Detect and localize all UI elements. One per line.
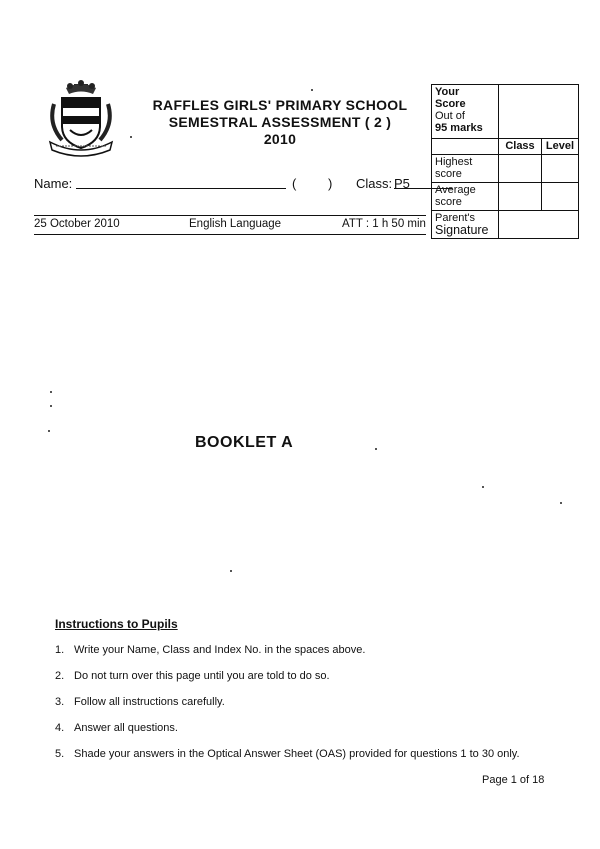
student-fields-row — [34, 176, 424, 194]
instruction-item — [55, 722, 178, 734]
instruction-text: Follow all instructions carefully. — [74, 696, 225, 708]
exam-subject: English Language — [189, 218, 282, 230]
instruction-text: Answer all questions. — [74, 722, 178, 734]
out-of-label: Out of — [435, 110, 465, 122]
instruction-number: 2. — [55, 670, 65, 682]
page-number: Page 1 of 18 — [482, 774, 545, 786]
school-crest-logo — [46, 80, 116, 158]
score-table — [431, 84, 579, 239]
instruction-number: 4. — [55, 722, 65, 734]
instructions-heading: Instructions to Pupils — [55, 617, 178, 631]
instruction-text: Shade your answers in the Optical Answer Sheet (OAS) provided for questions 1 to 30 only. — [74, 748, 520, 760]
highest-class-cell — [499, 155, 542, 183]
instruction-number: 5. — [55, 748, 65, 760]
scan-speck — [482, 486, 484, 488]
instruction-item — [55, 696, 225, 708]
assessment-title: SEMESTRAL ASSESSMENT ( 2 ) — [168, 114, 392, 130]
school-name: RAFFLES GIRLS' PRIMARY SCHOOL — [152, 97, 408, 113]
exam-duration: ATT : 1 h 50 min — [342, 218, 426, 230]
average-class-cell — [499, 183, 542, 211]
highest-score-label: Highest score — [432, 155, 499, 183]
parent-signature-field[interactable] — [499, 211, 579, 239]
total-marks-label: 95 marks — [435, 122, 483, 134]
average-level-cell — [542, 183, 579, 211]
score-label: Score — [435, 98, 466, 110]
instruction-text: Do not turn over this page until you are told to do so. — [74, 670, 330, 682]
parent-signature-label — [432, 211, 499, 239]
average-score-label: Average score — [432, 183, 499, 211]
class-label: Class: — [356, 176, 393, 191]
name-label: Name: — [34, 176, 73, 191]
index-paren-open: ( — [292, 176, 297, 191]
scan-speck — [50, 405, 52, 407]
booklet-title: BOOKLET A — [195, 434, 294, 451]
scan-speck — [50, 391, 52, 393]
class-value: P5 — [394, 176, 410, 191]
instruction-number: 1. — [55, 644, 65, 656]
level-column-header: Level — [542, 139, 579, 155]
index-paren-close: ) — [328, 176, 333, 191]
assessment-year: 2010 — [263, 131, 297, 147]
your-score-cell — [432, 85, 499, 139]
signature-label: Signature — [435, 223, 489, 237]
exam-date: 25 October 2010 — [34, 218, 120, 230]
instruction-item — [55, 670, 330, 682]
instruction-item — [55, 644, 365, 656]
class-column-header: Class — [499, 139, 542, 155]
blank-header-cell — [432, 139, 499, 155]
parents-label: Parent's — [435, 212, 476, 224]
highest-level-cell — [542, 155, 579, 183]
scan-speck — [230, 570, 232, 572]
scan-speck — [560, 502, 562, 504]
your-label: Your — [435, 86, 460, 98]
your-score-value-cell[interactable] — [499, 85, 579, 139]
scan-speck — [48, 430, 50, 432]
scan-speck — [311, 89, 313, 91]
instruction-number: 3. — [55, 696, 65, 708]
name-field[interactable] — [76, 188, 286, 189]
instruction-text: Write your Name, Class and Index No. in the spaces above. — [74, 644, 366, 656]
instruction-item — [55, 748, 520, 760]
scan-speck — [375, 448, 377, 450]
scan-speck — [130, 136, 132, 138]
exam-info-bar — [34, 215, 426, 235]
